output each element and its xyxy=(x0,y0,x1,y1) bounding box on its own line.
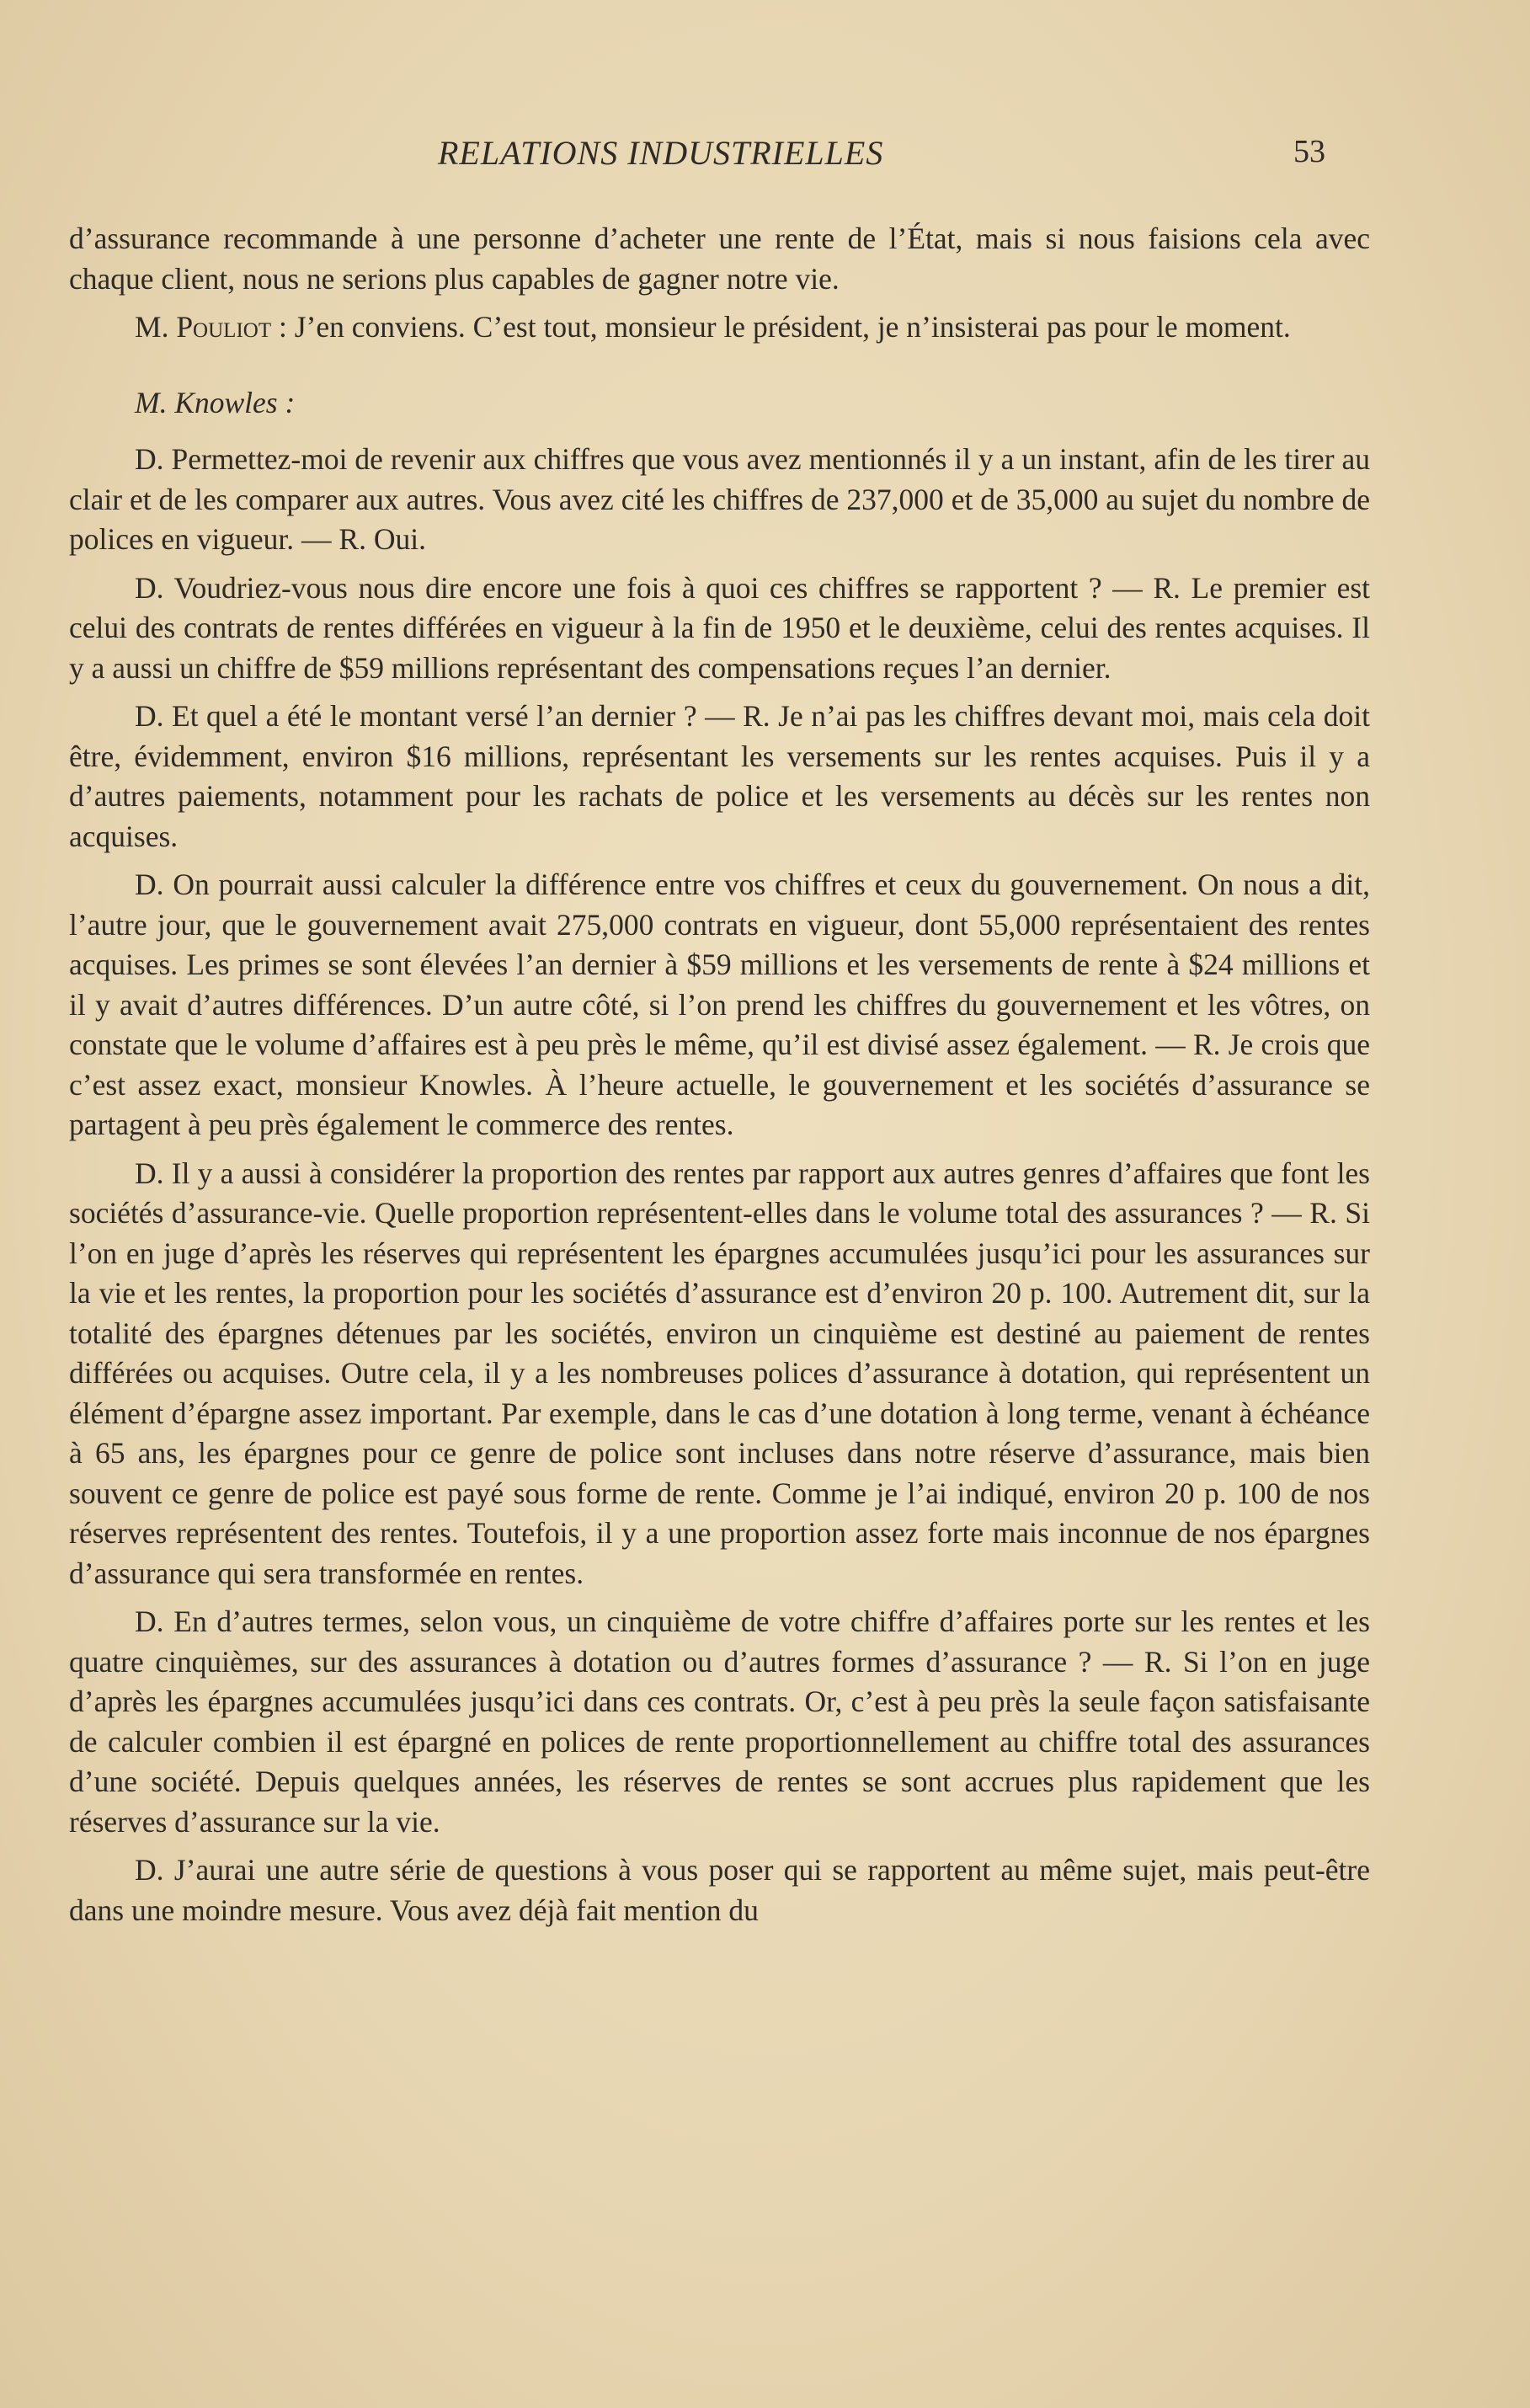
exchange-paragraph: D. Permettez-moi de revenir aux chiffres que vous avez mentionnés il y a un instant, afin de les tirer au clair et de les comparer aux autres. Vous avez cité les chiffres de 237,000 et de 35,000 au sujet du nombre de polices en vigueur. — R. Oui. xyxy=(69,442,1370,556)
exchange-paragraph: D. Et quel a été le montant versé l’an dernier ? — R. Je n’ai pas les chiffres devant moi, mais cela doit être, évidemment, environ $16 millions, représentant les versements sur les rentes acquises. Puis il y a d’autres paiements, notamment pour les rachats de police et les versements au décès sur les rentes non acquises. xyxy=(69,699,1370,853)
paragraph-pouliot xyxy=(69,307,1370,348)
exchange-paragraph: D. On pourrait aussi calculer la différence entre vos chiffres et ceux du gouvernement. On nous a dit, l’autre jour, que le gouvernement avait 275,000 contrats en vigueur, dont 55,000 représentaient des rentes acquises. Les primes se sont élevées l’an dernier à $59 millions et les versements de rente à $24 millions et il y avait d’autres différences. D’un autre côté, si l’on prend les chiffres du gouvernement et les vôtres, on constate que le volume d’affaires est à peu près le même, qu’il est divisé assez également. — R. Je crois que c’est assez exact, monsieur Knowles. À l’heure actuelle, le gouvernement et les sociétés d’assurance se partagent à peu près également le commerce des rentes. xyxy=(69,868,1370,1141)
exchange-paragraph: D. Il y a aussi à considérer la proportion des rentes par rapport aux autres genres d’affaires que font les sociétés d’assurance-vie. Quelle proportion représentent-elles dans le volume total des assurances ? — R. Si l’on en juge d’après les réserves qui représentent les épargnes accumulées jusqu’ici pour les assurances sur la vie et les rentes, la proportion pour les sociétés d’assurance est d’environ 20 p. 100. Autrement dit, sur la totalité des épargnes détenues par les sociétés, environ un cinquième est destiné au paiement de rentes différées ou acquises. Outre cela, il y a les nombreuses polices d’assurance à dotation, qui représentent un élément d’épargne assez important. Par exemple, dans le cas d’une dotation à long terme, venant à échéance à 65 ans, les épargnes pour ce genre de police sont incluses dans notre réserve d’assurance, mais bien souvent ce genre de police est payé sous forme de rente. Comme je l’ai indiqué, environ 20 p. 100 de nos réserves représentent des rentes. Toutefois, il y a une proportion assez forte mais inconnue de nos épargnes d’assurance qui sera transformée en rentes. xyxy=(69,1156,1370,1590)
exchange-paragraph: D. J’aurai une autre série de questions à vous poser qui se rapportent au même sujet, mais peut-être dans une moindre mesure. Vous avez déjà fait mention du xyxy=(69,1853,1370,1927)
exchange-paragraph: D. Voudriez-vous nous dire encore une fois à quoi ces chiffres se rapportent ? — R. Le premier est celui des contrats de rentes différées en vigueur à la fin de 1950 et le deuxième, celui des rentes acquises. Il y a aussi un chiffre de $59 millions représentant des compensations reçues l’an dernier. xyxy=(69,570,1370,685)
page-number: 53 xyxy=(1293,134,1325,169)
section-heading: M. Knowles : xyxy=(135,385,296,419)
speaker-name: M. Pouliot : xyxy=(135,310,287,344)
running-head xyxy=(0,133,1530,184)
journal-title: RELATIONS INDUSTRIELLES xyxy=(438,134,884,172)
exchange-paragraph: D. En d’autres termes, selon vous, un cinquième de votre chiffre d’affaires porte sur les rentes et les quatre cinquièmes, sur des assurances à dotation ou d’autres formes d’assurance ? — R. Si l’on en juge d’après les épargnes accumulées jusqu’ici dans ces contrats. Or, c’est à peu près la seule façon satisfaisante de calculer combien il est épargné en polices de rente proportionnellement au chiffre total des assurances d’une société. Depuis quelques années, les réserves de rentes se sont accrues plus rapidement que les réserves d’assurance sur la vie. xyxy=(69,1604,1370,1839)
body-text xyxy=(69,219,1370,1939)
paragraph-continuation: d’assurance recommande à une personne d’acheter une rente de l’État, mais si nous faisions cela avec chaque client, nous ne serions plus capables de gagner notre vie. xyxy=(69,222,1370,296)
paragraph-pouliot-text: J’en conviens. C’est tout, monsieur le président, je n’insisterai pas pour le moment. xyxy=(286,310,1291,344)
